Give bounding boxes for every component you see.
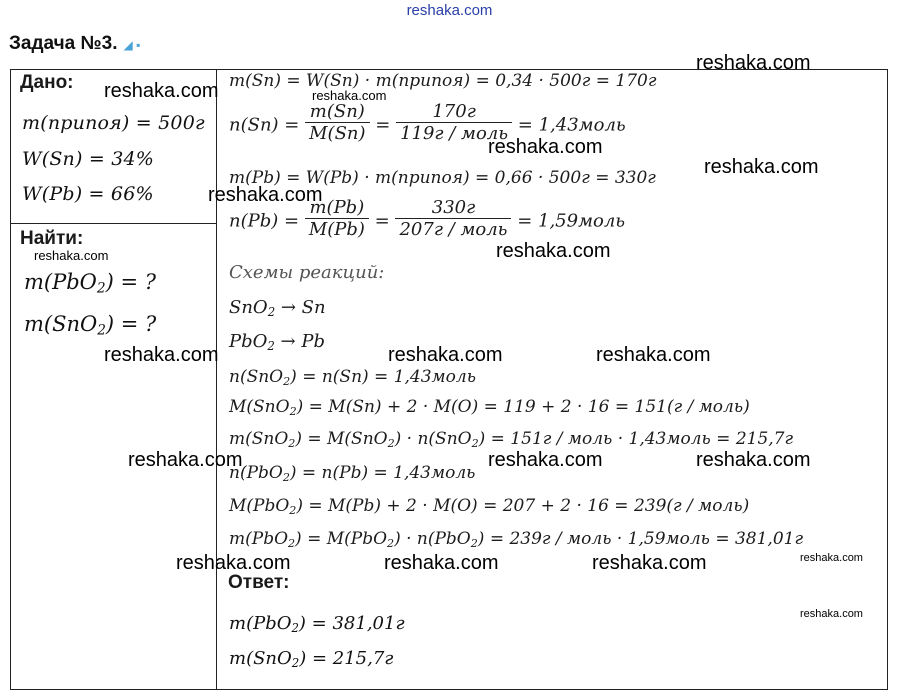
- watermark: reshaka.com: [176, 552, 291, 574]
- watermark: reshaka.com: [696, 52, 811, 74]
- solution-line: m(Pb) = W(Pb) · m(припоя) = 0,66 · 500г = 330г: [229, 168, 656, 188]
- fraction: $\frac{330г}{\text{207г / моль}}$: [395, 198, 511, 241]
- watermark: reshaka.com: [104, 80, 219, 102]
- answer-item: m(PbO$_2$) = 381,01г: [229, 613, 405, 635]
- watermark: reshaka.com: [208, 184, 323, 206]
- solution-fraction-line: n(Pb) = $\frac{m(Pb)}{M(Pb)}$ = $\frac{330г}{\text{207г / моль}}$ = 1,59моль: [229, 197, 626, 240]
- watermark: reshaka.com: [800, 608, 863, 620]
- solution-line: m(Sn) = W(Sn) · m(припоя) = 0,34 · 500г = 170г: [229, 71, 657, 91]
- answer-item: m(SnO$_2$) = 215,7г: [229, 648, 394, 670]
- watermark: reshaka.com: [388, 344, 503, 366]
- table-column-divider: [216, 69, 217, 689]
- watermark: reshaka.com: [488, 136, 603, 158]
- solution-line: m(PbO$_2$) = M(PbO$_2$) · n(PbO$_2$) = 239г / моль · 1,59моль = 381,01г: [229, 529, 804, 550]
- solution-line: M(PbO$_2$) = M(Pb) + 2 · M(O) = 207 + 2 · 16 = 239(г / моль): [229, 496, 750, 517]
- reaction-scheme: SnO$_2$ → Sn: [229, 297, 326, 319]
- watermark: reshaka.com: [384, 552, 499, 574]
- table-row-divider: [10, 223, 217, 224]
- given-heading: Дано:: [20, 72, 74, 93]
- watermark: reshaka.com: [704, 156, 819, 178]
- watermark: reshaka.com: [592, 552, 707, 574]
- answer-heading: Ответ:: [228, 572, 290, 593]
- fraction: $\frac{m(Pb)}{M(Pb)}$: [305, 198, 369, 241]
- fraction: $\frac{m(Sn)}{M(Sn)}$: [305, 102, 369, 145]
- title-decoration-icon: ◢ ▪: [123, 38, 141, 52]
- site-header-link[interactable]: reshaka.com: [406, 2, 493, 19]
- given-item: m(припоя) = 500г: [22, 112, 205, 134]
- fraction: $\frac{170г}{\text{119г / моль}}$: [396, 102, 512, 145]
- watermark: reshaka.com: [312, 88, 387, 103]
- watermark: reshaka.com: [800, 552, 863, 564]
- watermark: reshaka.com: [34, 248, 109, 263]
- schemes-label: Схемы реакций:: [229, 262, 385, 283]
- reaction-scheme: PbO$_2$ → Pb: [229, 331, 325, 353]
- given-item: W(Pb) = 66%: [22, 183, 154, 205]
- watermark: reshaka.com: [496, 240, 611, 262]
- watermark: reshaka.com: [696, 449, 811, 471]
- page-title: [9, 33, 140, 55]
- find-item: m(SnO$_2$) = ?: [24, 312, 157, 339]
- title-text: Задача №3.: [9, 33, 118, 54]
- watermark: reshaka.com: [128, 449, 243, 471]
- solution-line: n(SnO$_2$) = n(Sn) = 1,43моль: [229, 367, 476, 388]
- solution-line: M(SnO$_2$) = M(Sn) + 2 · M(O) = 119 + 2 · 16 = 151(г / моль): [229, 397, 750, 418]
- find-item: m(PbO$_2$) = ?: [24, 270, 156, 297]
- solution-line: m(SnO$_2$) = M(SnO$_2$) · n(SnO$_2$) = 151г / моль · 1,43моль = 215,7г: [229, 429, 794, 450]
- watermark: reshaka.com: [596, 344, 711, 366]
- watermark: reshaka.com: [104, 344, 219, 366]
- solution-fraction-line: n(Sn) = $\frac{m(Sn)}{M(Sn)}$ = $\frac{170г}{\text{119г / моль}}$ = 1,43моль: [229, 101, 626, 144]
- solution-line: n(PbO$_2$) = n(Pb) = 1,43моль: [229, 463, 476, 484]
- find-heading: Найти:: [20, 228, 84, 249]
- given-item: W(Sn) = 34%: [22, 148, 155, 170]
- watermark: reshaka.com: [488, 449, 603, 471]
